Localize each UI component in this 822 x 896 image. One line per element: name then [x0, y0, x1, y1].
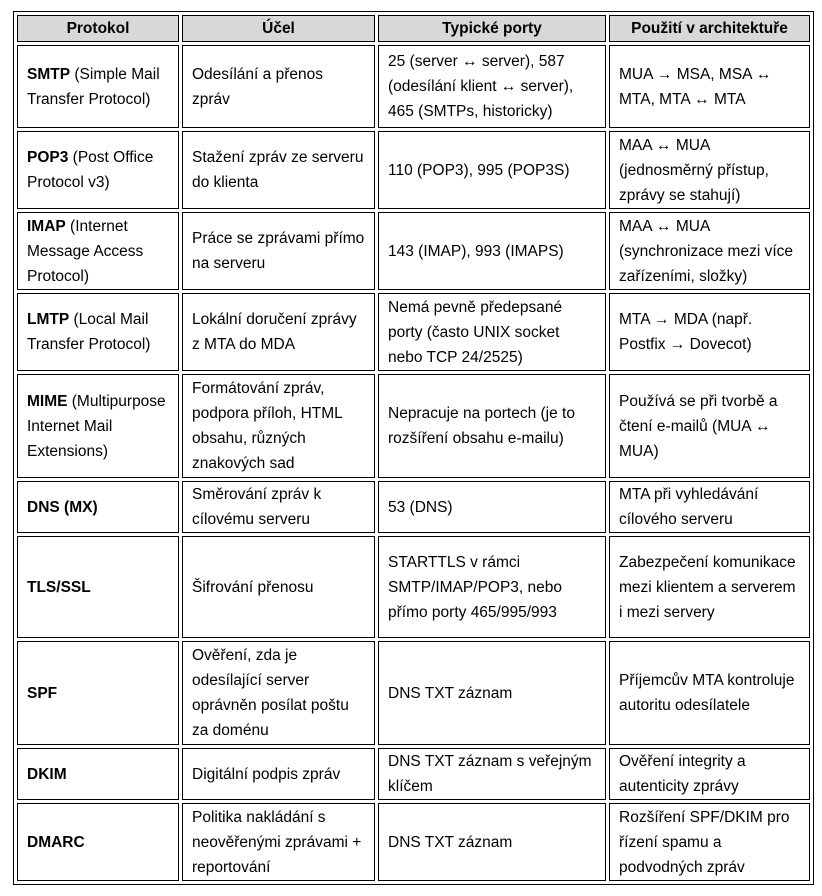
cell-purpose: Lokální doručení zprávy z MTA do MDA	[182, 293, 375, 371]
protocol-abbrev: IMAP	[27, 217, 66, 235]
cell-usage: MAA ↔ MUA (synchronizace mezi více zařízeními, složky)	[609, 212, 810, 290]
header-protocol: Protokol	[17, 15, 179, 42]
cell-usage: Příjemcův MTA kontroluje autoritu odesílatele	[609, 641, 810, 745]
cell-ports: Nepracuje na portech (je to rozšíření obsahu e-mailu)	[378, 374, 606, 478]
cell-usage: Používá se při tvorbě a čtení e-mailů (MUA ↔ MUA)	[609, 374, 810, 478]
cell-purpose: Digitální podpis zpráv	[182, 748, 375, 800]
protocol-fullname: (Internet Message Access Protocol)	[27, 217, 144, 285]
protocol-fullname: (Local Mail Transfer Protocol)	[27, 311, 151, 353]
table-row	[17, 131, 810, 209]
protocol-abbrev: LMTP	[27, 311, 70, 328]
cell-ports: STARTTLS v rámci SMTP/IMAP/POP3, nebo přímo porty 465/995/993	[378, 536, 606, 638]
header-ports: Typické porty	[378, 15, 606, 42]
protocol-abbrev: SMTP	[27, 65, 71, 83]
cell-protocol	[17, 748, 179, 800]
cell-ports: 143 (IMAP), 993 (IMAPS)	[378, 212, 606, 290]
cell-ports: Nemá pevně předepsané porty (často UNIX socket nebo TCP 24/2525)	[378, 293, 606, 371]
table-header-row	[17, 15, 810, 42]
cell-protocol	[17, 481, 179, 533]
protocol-fullname: (Post Office Protocol v3)	[27, 149, 154, 191]
cell-ports: 110 (POP3), 995 (POP3S)	[378, 131, 606, 209]
protocol-abbrev: DMARC	[27, 833, 85, 851]
protocol-fullname: (Simple Mail Transfer Protocol)	[27, 65, 160, 108]
table-row	[17, 803, 810, 881]
cell-protocol	[17, 293, 179, 371]
cell-usage: Ověření integrity a autenticity zprávy	[609, 748, 810, 800]
cell-purpose: Šifrování přenosu	[182, 536, 375, 638]
table-row	[17, 45, 810, 128]
cell-protocol	[17, 803, 179, 881]
protocol-abbrev: POP3	[27, 149, 69, 166]
cell-ports: DNS TXT záznam	[378, 641, 606, 745]
cell-protocol	[17, 536, 179, 638]
cell-purpose: Formátování zpráv, podpora příloh, HTML obsahu, různých znakových sad	[182, 374, 375, 478]
cell-purpose: Práce se zprávami přímo na serveru	[182, 212, 375, 290]
cell-usage: Rozšíření SPF/DKIM pro řízení spamu a podvodných zpráv	[609, 803, 810, 881]
protocol-abbrev: MIME	[27, 392, 68, 410]
cell-usage: MTA → MDA (např. Postfix → Dovecot)	[609, 293, 810, 371]
cell-ports: DNS TXT záznam	[378, 803, 606, 881]
protocol-abbrev: DNS (MX)	[27, 498, 98, 516]
protocol-fullname: (Multipurpose Internet Mail Extensions)	[27, 392, 166, 460]
protocol-table	[13, 11, 814, 885]
table-row	[17, 293, 810, 371]
table-row	[17, 481, 810, 533]
cell-usage: Zabezpečení komunikace mezi klientem a serverem i mezi servery	[609, 536, 810, 638]
header-usage: Použití v architektuře	[609, 15, 810, 42]
cell-usage: MAA ↔ MUA (jednosměrný přístup, zprávy se stahují)	[609, 131, 810, 209]
cell-protocol	[17, 641, 179, 745]
cell-purpose: Stažení zpráv ze serveru do klienta	[182, 131, 375, 209]
table-row	[17, 212, 810, 290]
cell-ports: DNS TXT záznam s veřejným klíčem	[378, 748, 606, 800]
cell-ports: 53 (DNS)	[378, 481, 606, 533]
protocol-abbrev: TLS/SSL	[27, 578, 91, 596]
cell-purpose: Směrování zpráv k cílovému serveru	[182, 481, 375, 533]
document-page	[13, 11, 810, 885]
cell-protocol	[17, 212, 179, 290]
cell-protocol	[17, 374, 179, 478]
cell-protocol	[17, 45, 179, 128]
cell-usage: MUA → MSA, MSA ↔ MTA, MTA ↔ MTA	[609, 45, 810, 128]
table-row	[17, 374, 810, 478]
header-purpose: Účel	[182, 15, 375, 42]
table-row	[17, 536, 810, 638]
cell-protocol	[17, 131, 179, 209]
cell-usage: MTA při vyhledávání cílového serveru	[609, 481, 810, 533]
table-row	[17, 641, 810, 745]
cell-purpose: Ověření, zda je odesílající server oprávněn posílat poštu za doménu	[182, 641, 375, 745]
protocol-abbrev: SPF	[27, 684, 58, 702]
cell-purpose: Odesílání a přenos zpráv	[182, 45, 375, 128]
cell-ports: 25 (server ↔ server), 587 (odesílání klient ↔ server), 465 (SMTPs, historicky)	[378, 45, 606, 128]
cell-purpose: Politika nakládání s neověřenými zprávami + reportování	[182, 803, 375, 881]
protocol-abbrev: DKIM	[27, 765, 67, 783]
table-row	[17, 748, 810, 800]
